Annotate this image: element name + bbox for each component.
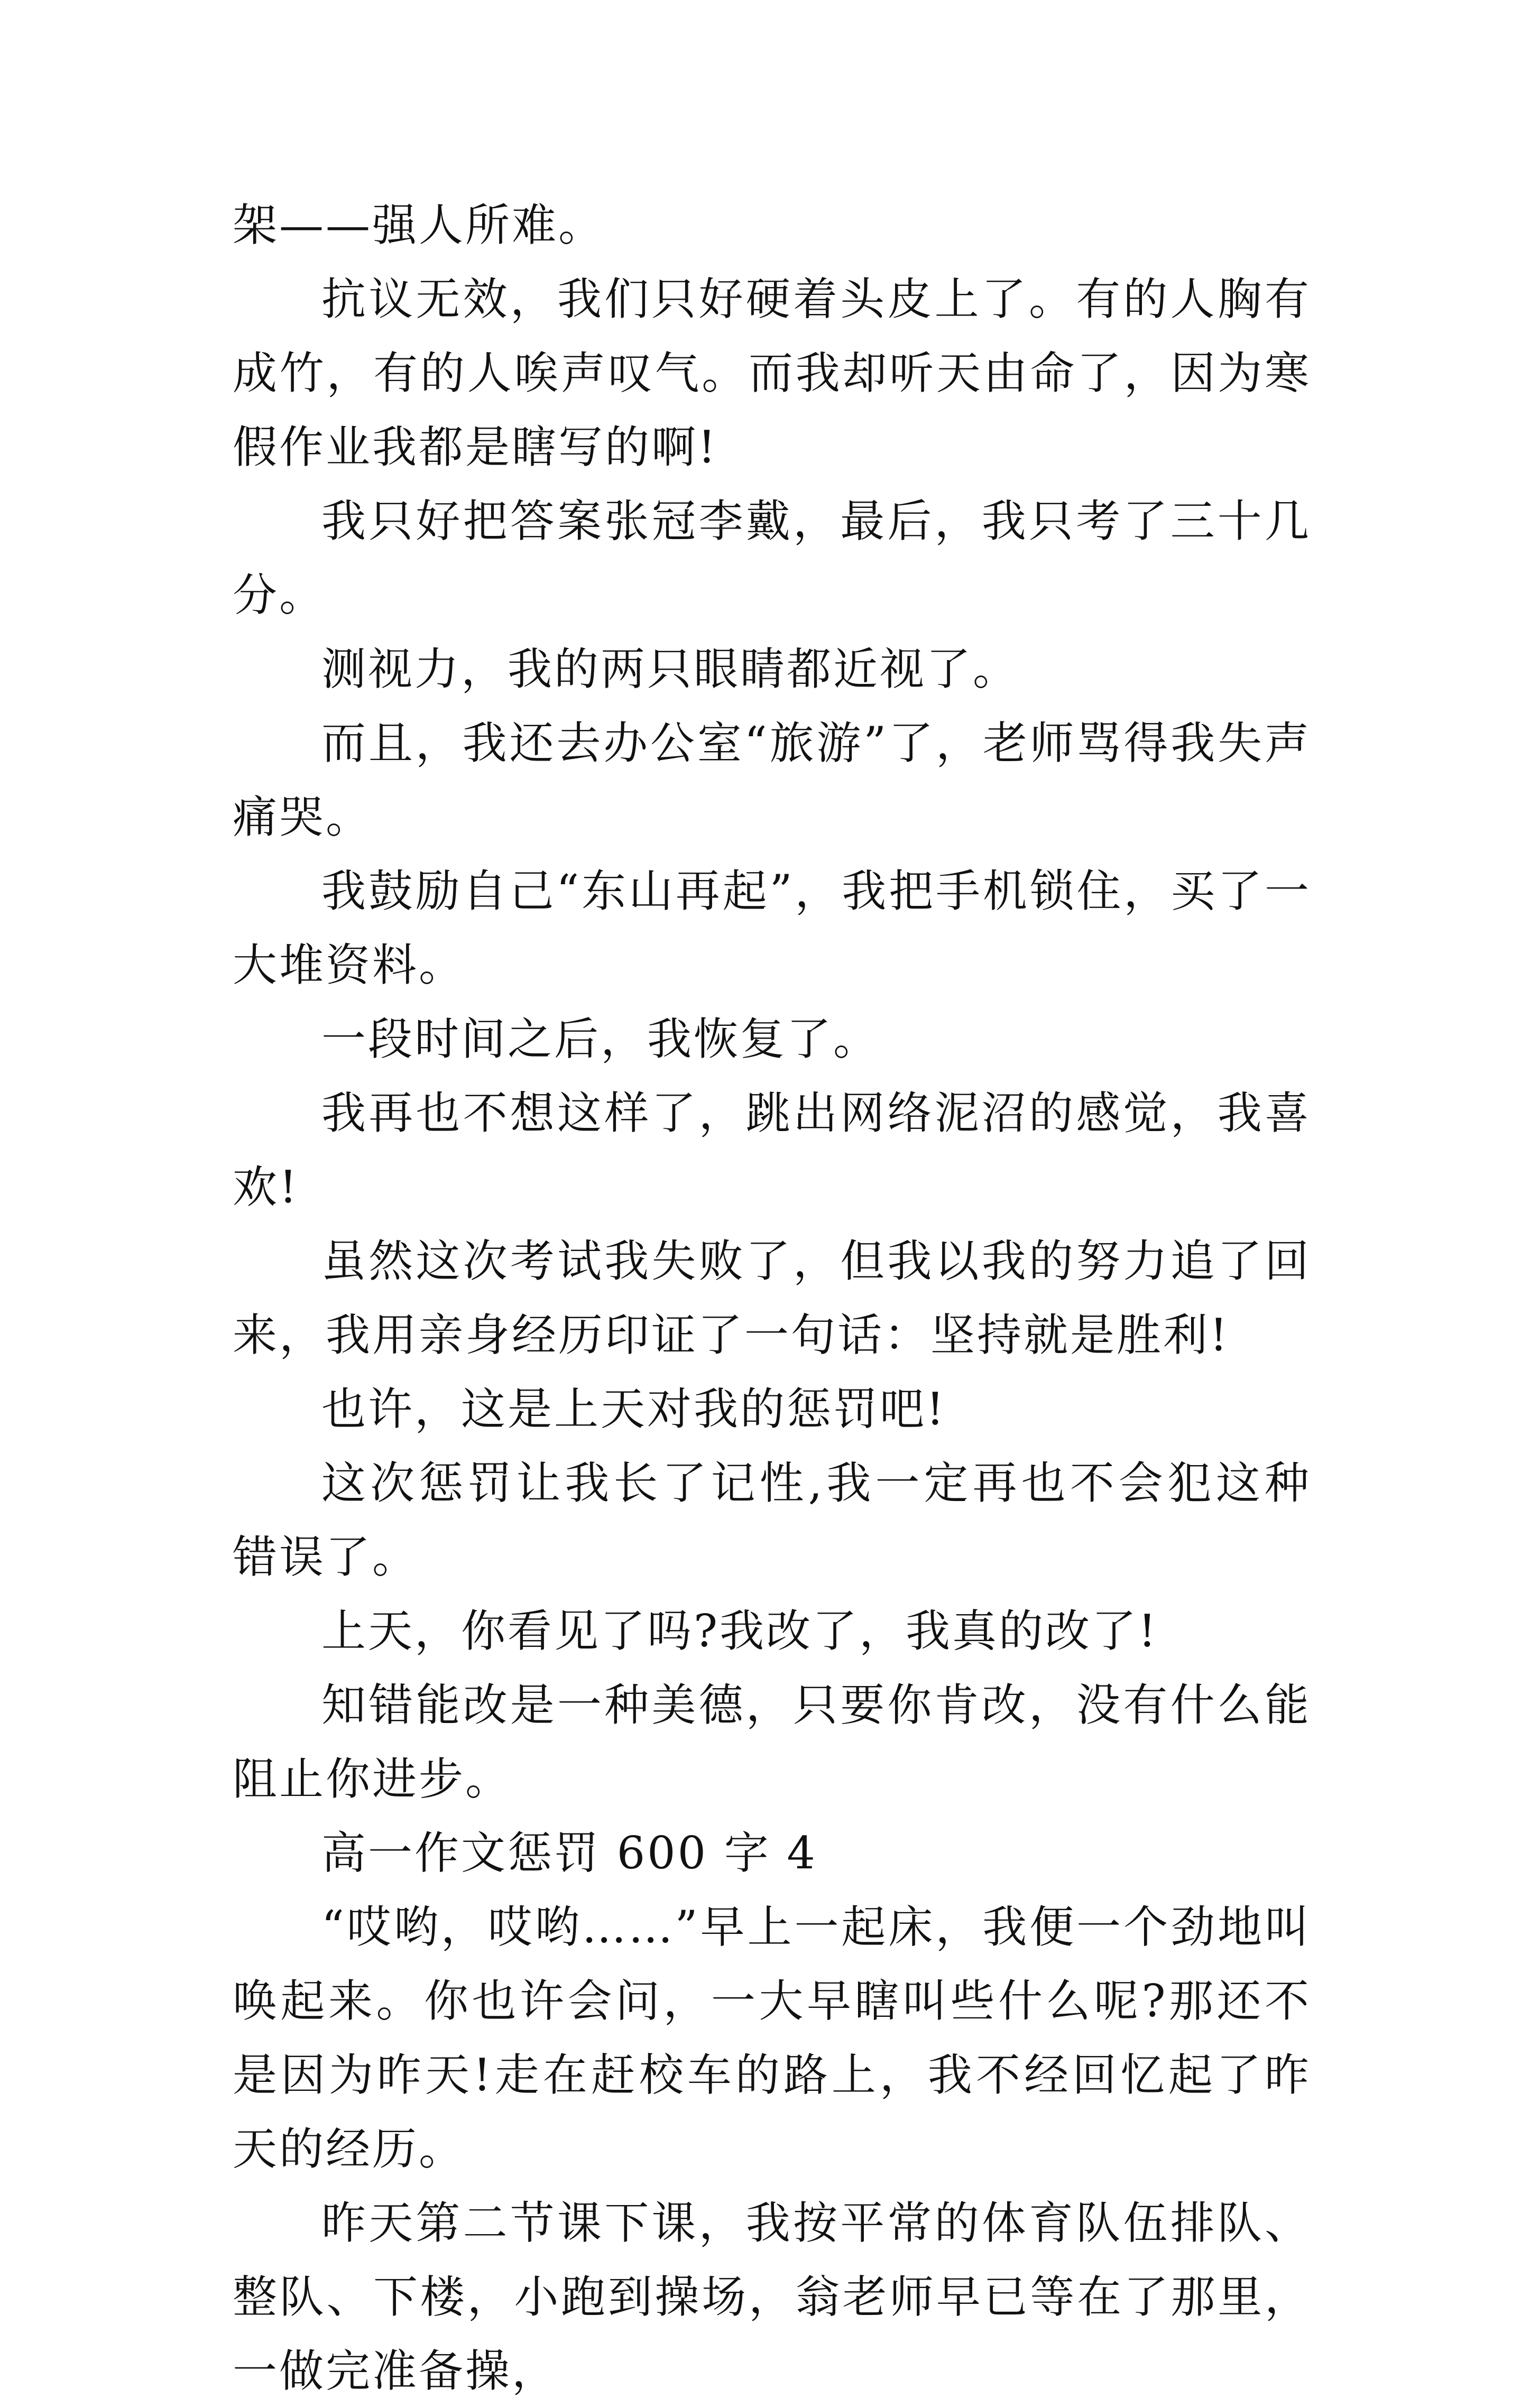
paragraph: 知错能改是一种美德，只要你肯改，没有什么能阻止你进步。 <box>233 1679 1311 1805</box>
paragraph: 昨天第二节课下课，我按平常的体育队伍排队、整队、下楼，小跑到操场，翁老师早已等在了那里，一做完准备操， <box>233 2197 1311 2397</box>
paragraph: 这次惩罚让我长了记性,我一定再也不会犯这种错误了。 <box>233 1457 1311 1583</box>
paragraph: 而且，我还去办公室“旅游”了，老师骂得我失声痛哭。 <box>233 717 1311 843</box>
paragraph: 一段时间之后，我恢复了。 <box>321 1013 880 1065</box>
paragraph: 测视力，我的两只眼睛都近视了。 <box>321 643 1020 695</box>
paragraph: “哎哟，哎哟……”早上一起床，我便一个劲地叫唤起来。你也许会问，一大早瞎叫些什么呢?那还不是因为昨天!走在赶校车的路上，我不经回忆起了昨天的经历。 <box>233 1901 1311 2175</box>
paragraph: 虽然这次考试我失败了，但我以我的努力追了回来，我用亲身经历印证了一句话：坚持就是胜利! <box>233 1235 1311 1361</box>
paragraph: 也许，这是上天对我的惩罚吧! <box>321 1383 946 1435</box>
paragraph: 架——强人所难。 <box>233 199 605 251</box>
paragraph: 上天，你看见了吗?我改了，我真的改了! <box>321 1605 1158 1657</box>
document-body <box>233 188 1311 2408</box>
paragraph: 我鼓励自己“东山再起”，我把手机锁住，买了一大堆资料。 <box>233 865 1311 991</box>
paragraph: 抗议无效，我们只好硬着头皮上了。有的人胸有成竹，有的人唉声叹气。而我却听天由命了，因为寒假作业我都是瞎写的啊! <box>233 273 1311 473</box>
paragraph: 我只好把答案张冠李戴，最后，我只考了三十几分。 <box>233 495 1311 621</box>
paragraph: 我再也不想这样了，跳出网络泥沼的感觉，我喜欢! <box>233 1087 1311 1213</box>
section-heading: 高一作文惩罚 600 字 4 <box>321 1827 817 1879</box>
